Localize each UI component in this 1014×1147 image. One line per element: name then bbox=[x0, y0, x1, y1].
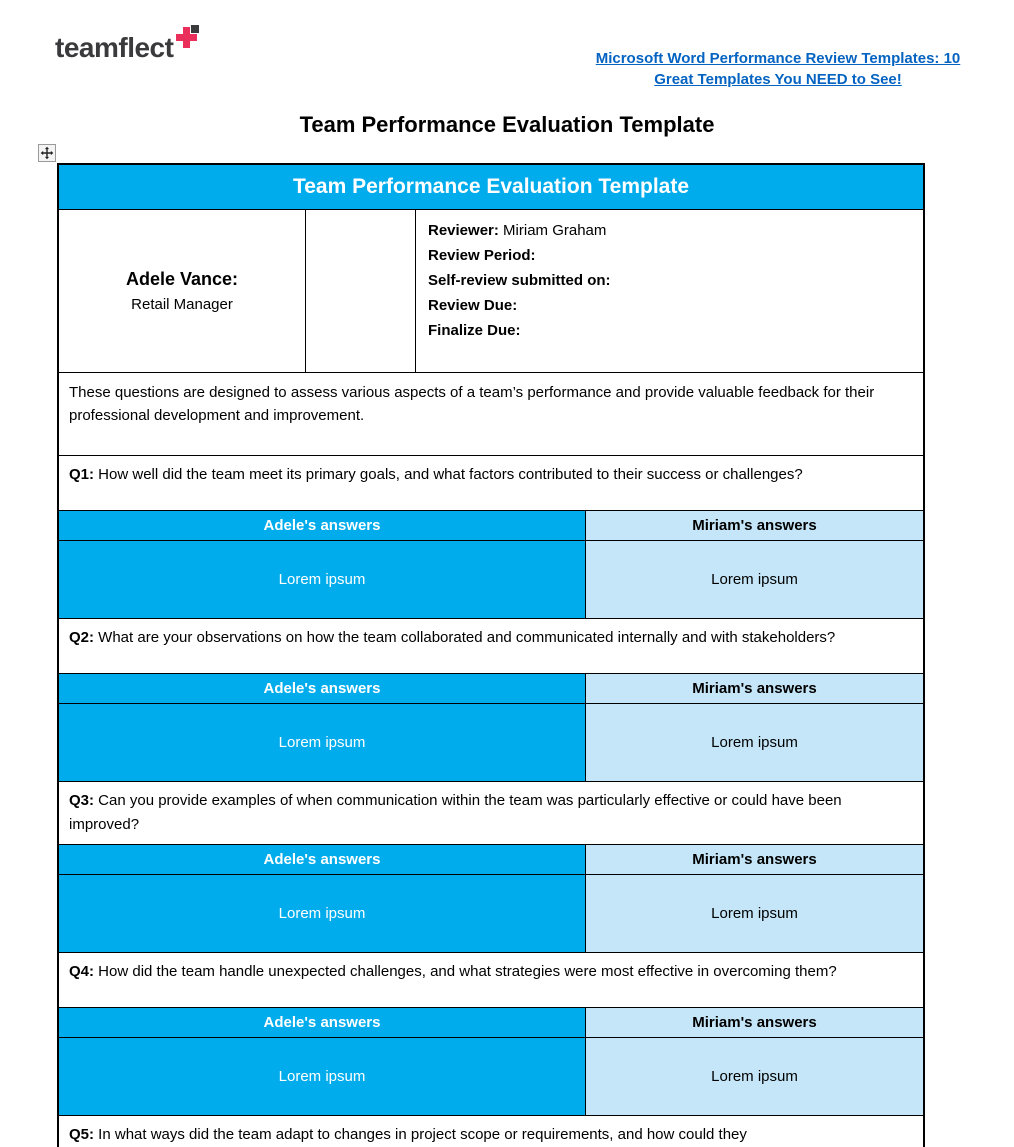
question-3 bbox=[59, 781, 923, 844]
question-5-text: In what ways did the team adapt to changes in project scope or requirements, and how could they bbox=[94, 1126, 747, 1143]
article-hyperlink-line1[interactable]: Microsoft Word Performance Review Templates: 10 bbox=[595, 50, 961, 67]
table-move-handle[interactable] bbox=[38, 144, 56, 162]
answer-row-3 bbox=[59, 874, 923, 952]
empty-cell[interactable] bbox=[305, 210, 415, 372]
logo-plus-icon bbox=[175, 25, 199, 49]
miriam-answer-cell[interactable]: Lorem ipsum bbox=[586, 875, 923, 952]
adele-answer-cell[interactable]: Lorem ipsum bbox=[59, 1038, 586, 1115]
adele-answer-cell[interactable]: Lorem ipsum bbox=[59, 875, 586, 952]
question-2 bbox=[59, 618, 923, 673]
question-1 bbox=[59, 455, 923, 510]
reviewer-label: Reviewer: bbox=[428, 222, 499, 239]
answer-row-4 bbox=[59, 1037, 923, 1115]
review-info-row bbox=[59, 209, 923, 372]
answer-row-1 bbox=[59, 540, 923, 618]
miriam-answers-header: Miriam's answers bbox=[586, 1008, 923, 1037]
miriam-answers-header: Miriam's answers bbox=[586, 674, 923, 703]
reviewer-value: Miriam Graham bbox=[498, 222, 607, 239]
move-arrows-icon bbox=[40, 146, 54, 160]
finalize-due-label: Finalize Due: bbox=[428, 322, 521, 339]
question-2-label: Q2: bbox=[69, 629, 95, 646]
question-4-text: How did the team handle unexpected challenges, and what strategies were most effective in overcoming them? bbox=[94, 963, 837, 980]
teamflect-logo bbox=[55, 33, 199, 63]
question-1-label: Q1: bbox=[69, 466, 95, 483]
question-5-label: Q5: bbox=[69, 1126, 95, 1143]
answer-header-1 bbox=[59, 510, 923, 540]
review-details-cell[interactable] bbox=[415, 210, 923, 372]
self-review-line bbox=[428, 268, 911, 293]
article-hyperlink[interactable] bbox=[592, 48, 964, 90]
question-1-text: How well did the team meet its primary goals, and what factors contributed to their success or challenges? bbox=[94, 466, 803, 483]
review-due-label: Review Due: bbox=[428, 297, 518, 314]
table-title-bar: Team Performance Evaluation Template bbox=[59, 165, 923, 209]
answer-row-2 bbox=[59, 703, 923, 781]
miriam-answer-cell[interactable]: Lorem ipsum bbox=[586, 704, 923, 781]
article-hyperlink-line2[interactable]: Great Templates You NEED to See! bbox=[654, 71, 902, 88]
adele-answers-header: Adele's answers bbox=[59, 511, 586, 540]
miriam-answers-header: Miriam's answers bbox=[586, 511, 923, 540]
employee-role: Retail Manager bbox=[131, 296, 233, 313]
evaluation-table bbox=[57, 163, 925, 1147]
question-4 bbox=[59, 952, 923, 1007]
answer-header-3 bbox=[59, 844, 923, 874]
review-period-label: Review Period: bbox=[428, 247, 536, 264]
review-period-line bbox=[428, 243, 911, 268]
miriam-answer-cell[interactable]: Lorem ipsum bbox=[586, 541, 923, 618]
question-3-label: Q3: bbox=[69, 792, 95, 809]
question-2-text: What are your observations on how the team collaborated and communicated internally and with stakeholders? bbox=[94, 629, 836, 646]
intro-text: These questions are designed to assess various aspects of a team’s performance and provide valuable feedback for their professional development and improvement. bbox=[59, 372, 923, 455]
question-3-text: Can you provide examples of when communication within the team was particularly effective or could have been improved? bbox=[69, 792, 842, 833]
review-due-line bbox=[428, 293, 911, 318]
adele-answers-header: Adele's answers bbox=[59, 1008, 586, 1037]
adele-answers-header: Adele's answers bbox=[59, 845, 586, 874]
adele-answer-cell[interactable]: Lorem ipsum bbox=[59, 541, 586, 618]
reviewer-line bbox=[428, 218, 911, 243]
logo-text: teamflect bbox=[55, 32, 174, 63]
adele-answers-header: Adele's answers bbox=[59, 674, 586, 703]
adele-answer-cell[interactable]: Lorem ipsum bbox=[59, 704, 586, 781]
answer-header-4 bbox=[59, 1007, 923, 1037]
page-title: Team Performance Evaluation Template bbox=[299, 112, 715, 137]
question-5 bbox=[59, 1115, 923, 1147]
self-review-label: Self-review submitted on: bbox=[428, 272, 611, 289]
finalize-due-line bbox=[428, 318, 911, 343]
employee-name: Adele Vance: bbox=[125, 269, 239, 289]
answer-header-2 bbox=[59, 673, 923, 703]
miriam-answers-header: Miriam's answers bbox=[586, 845, 923, 874]
miriam-answer-cell[interactable]: Lorem ipsum bbox=[586, 1038, 923, 1115]
question-4-label: Q4: bbox=[69, 963, 95, 980]
employee-cell[interactable] bbox=[59, 210, 305, 372]
